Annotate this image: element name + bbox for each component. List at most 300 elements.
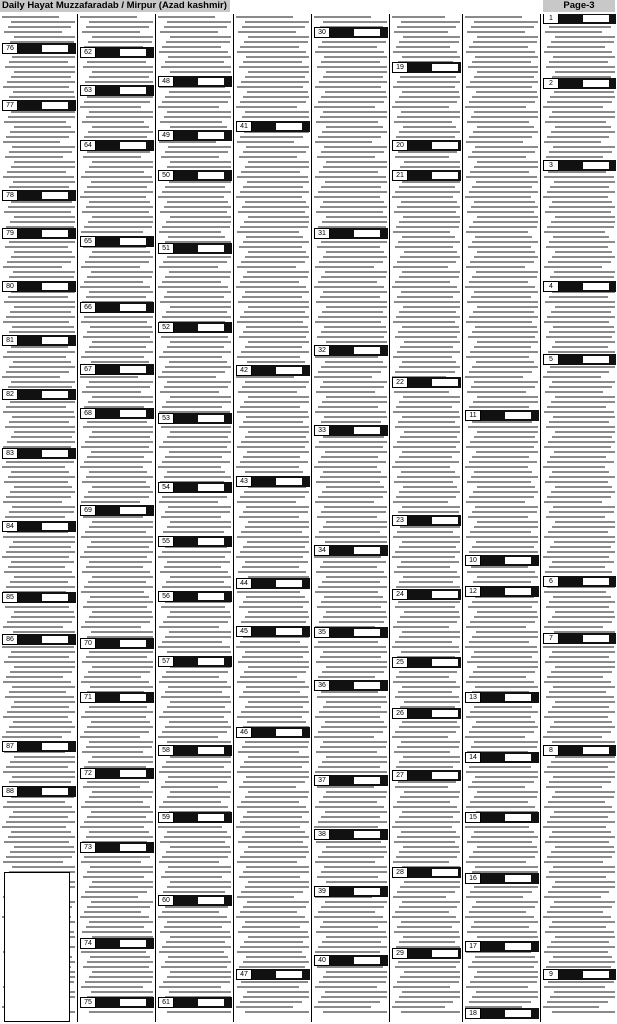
notice-blank-box <box>198 172 224 179</box>
notice-bar <box>330 775 388 786</box>
notice-bar <box>252 727 310 738</box>
notice-blank-box <box>120 844 146 851</box>
column-body-text <box>236 16 309 1020</box>
notice-blank-box <box>120 694 146 701</box>
notice-number: 43 <box>236 476 252 487</box>
notice-header <box>157 170 232 180</box>
notice-blank-box <box>354 547 380 554</box>
column-8 <box>541 14 617 1022</box>
notice-blank-box <box>354 230 380 237</box>
notice-header <box>391 170 461 180</box>
notice-header <box>464 812 539 822</box>
notice-header <box>157 745 232 755</box>
notice-header <box>1 228 76 238</box>
notice-header <box>157 997 232 1007</box>
notice-bar <box>252 365 310 376</box>
notice-blank-box <box>276 478 302 485</box>
notice-bar <box>330 425 388 436</box>
notice-bar <box>559 969 616 980</box>
notice-number: 44 <box>236 578 252 589</box>
notice-blank-box <box>42 192 68 199</box>
notice-blank-box <box>583 162 609 169</box>
notice-number: 13 <box>465 692 481 703</box>
masthead <box>0 0 617 13</box>
notice-blank-box <box>276 580 302 587</box>
notice-number: 34 <box>314 545 330 556</box>
notice-header <box>464 1008 539 1018</box>
notice-number: 45 <box>236 626 252 637</box>
notice-number: 59 <box>158 812 174 823</box>
notice-blank-box <box>505 694 531 701</box>
notice-bar <box>481 752 539 763</box>
notice-header <box>79 638 154 648</box>
column-body-text <box>80 16 153 1020</box>
notice-number: 25 <box>392 657 408 668</box>
notice-header <box>157 482 232 492</box>
notice-bar <box>252 969 310 980</box>
notice-number: 47 <box>236 969 252 980</box>
notice-number: 78 <box>2 190 18 201</box>
notice-bar <box>481 812 539 823</box>
notice-blank-box <box>198 484 224 491</box>
notice-header <box>391 708 461 718</box>
notice-number: 27 <box>392 770 408 781</box>
notice-blank-box <box>198 415 224 422</box>
notice-number: 12 <box>465 586 481 597</box>
notice-number: 82 <box>2 389 18 400</box>
notice-blank-box <box>583 15 609 22</box>
notice-number: 24 <box>392 589 408 600</box>
notice-header <box>157 322 232 332</box>
notice-blank-box <box>120 999 146 1006</box>
notice-number: 32 <box>314 345 330 356</box>
notice-bar <box>330 345 388 356</box>
notice-blank-box <box>583 356 609 363</box>
notice-blank-box <box>432 379 458 386</box>
notice-bar <box>18 43 76 54</box>
notice-number: 30 <box>314 27 330 38</box>
column-2 <box>78 14 155 1022</box>
notice-blank-box <box>42 337 68 344</box>
notice-blank-box <box>120 640 146 647</box>
notice-header <box>235 727 310 737</box>
notice-number: 10 <box>465 555 481 566</box>
notice-bar <box>174 591 232 602</box>
notice-header <box>1 100 76 110</box>
notice-blank-box <box>354 777 380 784</box>
notice-blank-box <box>505 557 531 564</box>
notice-bar <box>174 482 232 493</box>
notice-bar <box>18 786 76 797</box>
notice-number: 6 <box>543 576 559 587</box>
notice-blank-box <box>505 754 531 761</box>
notice-header <box>79 692 154 702</box>
notice-number: 8 <box>543 745 559 756</box>
notice-number: 19 <box>392 62 408 73</box>
notice-bar <box>18 389 76 400</box>
notice-number: 74 <box>80 938 96 949</box>
notice-bar <box>559 576 616 587</box>
notice-bar <box>96 85 154 96</box>
notice-blank-box <box>276 628 302 635</box>
notice-header <box>542 281 616 291</box>
notice-header <box>79 236 154 246</box>
notice-bar <box>559 745 616 756</box>
notice-bar <box>252 476 310 487</box>
notice-header <box>235 365 310 375</box>
notice-number: 22 <box>392 377 408 388</box>
notice-bar <box>18 100 76 111</box>
notice-bar <box>408 140 461 151</box>
notice-header <box>79 938 154 948</box>
notice-blank-box <box>198 897 224 904</box>
notice-header <box>464 873 539 883</box>
column-divider <box>233 14 234 1022</box>
notice-bar <box>96 842 154 853</box>
notice-bar <box>559 354 616 365</box>
notice-bar <box>96 768 154 779</box>
notice-header <box>313 345 388 355</box>
notice-bar <box>174 322 232 333</box>
notice-bar <box>96 302 154 313</box>
notice-number: 75 <box>80 997 96 1008</box>
notice-bar <box>96 364 154 375</box>
column-4 <box>234 14 311 1022</box>
notice-blank-box <box>354 629 380 636</box>
notice-number: 9 <box>543 969 559 980</box>
notice-header <box>542 969 616 979</box>
notice-blank-box <box>120 142 146 149</box>
notice-header <box>391 770 461 780</box>
notice-number: 66 <box>80 302 96 313</box>
notice-number: 51 <box>158 243 174 254</box>
notice-bar <box>408 770 461 781</box>
notice-number: 65 <box>80 236 96 247</box>
notice-bar <box>559 633 616 644</box>
notice-number: 87 <box>2 741 18 752</box>
notice-header <box>79 364 154 374</box>
notice-blank-box <box>198 132 224 139</box>
notice-bar <box>18 448 76 459</box>
notice-number: 1 <box>543 14 559 24</box>
notice-header <box>79 302 154 312</box>
notice-blank-box <box>120 507 146 514</box>
notice-bar <box>174 745 232 756</box>
notice-header <box>1 43 76 53</box>
notice-bar <box>96 140 154 151</box>
notice-number: 18 <box>465 1008 481 1019</box>
notice-bar <box>330 228 388 239</box>
notice-number: 35 <box>314 627 330 638</box>
notice-blank-box <box>42 450 68 457</box>
notice-number: 26 <box>392 708 408 719</box>
notice-number: 85 <box>2 592 18 603</box>
notice-bar <box>481 692 539 703</box>
notice-number: 73 <box>80 842 96 853</box>
notice-header <box>235 476 310 486</box>
notice-bar <box>559 78 616 89</box>
notice-number: 33 <box>314 425 330 436</box>
notice-bar <box>330 886 388 897</box>
notice-header <box>542 633 616 643</box>
notice-blank-box <box>354 427 380 434</box>
notice-blank-box <box>198 999 224 1006</box>
notice-header <box>542 160 616 170</box>
notice-header <box>1 786 76 796</box>
notice-number: 42 <box>236 365 252 376</box>
notice-number: 16 <box>465 873 481 884</box>
notice-number: 84 <box>2 521 18 532</box>
notice-blank-box <box>432 172 458 179</box>
notice-header <box>542 78 616 88</box>
notice-header <box>464 555 539 565</box>
notice-bar <box>252 626 310 637</box>
notice-bar <box>408 589 461 600</box>
notice-blank-box <box>354 888 380 895</box>
notice-bar <box>481 873 539 884</box>
notice-header <box>464 586 539 596</box>
notice-header <box>391 867 461 877</box>
notice-number: 20 <box>392 140 408 151</box>
notice-bar <box>18 228 76 239</box>
notice-blank-box <box>432 517 458 524</box>
notice-header <box>391 515 461 525</box>
notice-blank-box <box>583 80 609 87</box>
notice-bar <box>408 657 461 668</box>
notice-blank-box <box>432 659 458 666</box>
notice-header <box>79 505 154 515</box>
notice-number: 72 <box>80 768 96 779</box>
notice-bar <box>174 243 232 254</box>
notice-bar <box>481 1008 539 1019</box>
notice-number: 62 <box>80 47 96 58</box>
notice-header <box>542 576 616 586</box>
notice-bar <box>18 592 76 603</box>
notice-header <box>1 335 76 345</box>
notice-number: 53 <box>158 413 174 424</box>
notice-number: 68 <box>80 408 96 419</box>
notice-header <box>391 140 461 150</box>
notice-number: 70 <box>80 638 96 649</box>
notice-header <box>391 62 461 72</box>
notice-number: 5 <box>543 354 559 365</box>
notice-bar <box>96 408 154 419</box>
notice-header <box>157 895 232 905</box>
notice-header <box>157 536 232 546</box>
notice-blank-box <box>276 971 302 978</box>
notice-header <box>157 812 232 822</box>
notice-header <box>464 941 539 951</box>
notice-header <box>157 656 232 666</box>
notice-header <box>1 389 76 399</box>
notice-number: 21 <box>392 170 408 181</box>
notice-number: 69 <box>80 505 96 516</box>
notice-bar <box>252 578 310 589</box>
notice-number: 56 <box>158 591 174 602</box>
notice-number: 50 <box>158 170 174 181</box>
notice-blank-box <box>120 366 146 373</box>
notice-blank-box <box>42 102 68 109</box>
notice-header <box>464 752 539 762</box>
boxed-notice <box>4 872 70 1022</box>
notice-header <box>542 745 616 755</box>
notice-header <box>313 955 388 965</box>
notice-blank-box <box>42 230 68 237</box>
notice-header <box>313 545 388 555</box>
notice-bar <box>96 938 154 949</box>
column-body-text <box>314 16 387 1020</box>
notice-header <box>542 14 616 23</box>
notice-bar <box>18 741 76 752</box>
notice-blank-box <box>432 64 458 71</box>
notice-number: 88 <box>2 786 18 797</box>
notice-blank-box <box>42 391 68 398</box>
notice-header <box>235 121 310 131</box>
notice-blank-box <box>276 729 302 736</box>
notice-number: 67 <box>80 364 96 375</box>
notice-bar <box>18 190 76 201</box>
notice-blank-box <box>42 594 68 601</box>
notice-header <box>391 657 461 667</box>
column-divider <box>540 14 541 1022</box>
notice-number: 29 <box>392 948 408 959</box>
notice-number: 52 <box>158 322 174 333</box>
notice-blank-box <box>432 591 458 598</box>
notice-number: 31 <box>314 228 330 239</box>
notice-header <box>1 634 76 644</box>
notice-header <box>157 591 232 601</box>
column-divider <box>462 14 463 1022</box>
notice-blank-box <box>198 814 224 821</box>
notice-blank-box <box>120 940 146 947</box>
notice-header <box>1 448 76 458</box>
notice-header <box>157 130 232 140</box>
notice-header <box>391 377 461 387</box>
notice-header <box>1 190 76 200</box>
notice-number: 14 <box>465 752 481 763</box>
notice-blank-box <box>432 950 458 957</box>
notice-number: 61 <box>158 997 174 1008</box>
notice-blank-box <box>42 523 68 530</box>
notice-number: 55 <box>158 536 174 547</box>
notice-header <box>79 140 154 150</box>
notice-bar <box>96 236 154 247</box>
notice-bar <box>18 281 76 292</box>
column-7 <box>463 14 540 1022</box>
notice-header <box>79 408 154 418</box>
notice-bar <box>174 656 232 667</box>
notice-bar <box>330 955 388 966</box>
notice-blank-box <box>120 304 146 311</box>
notice-blank-box <box>432 710 458 717</box>
notice-number: 79 <box>2 228 18 239</box>
notice-bar <box>330 680 388 691</box>
notice-bar <box>96 505 154 516</box>
notice-bar <box>559 160 616 171</box>
notice-number: 2 <box>543 78 559 89</box>
notice-number: 83 <box>2 448 18 459</box>
notice-bar <box>330 27 388 38</box>
notice-number: 37 <box>314 775 330 786</box>
notice-number: 17 <box>465 941 481 952</box>
notice-blank-box <box>354 682 380 689</box>
notice-bar <box>18 521 76 532</box>
notice-header <box>79 842 154 852</box>
notice-blank-box <box>354 831 380 838</box>
notice-header <box>313 627 388 637</box>
notice-blank-box <box>432 142 458 149</box>
notice-number: 86 <box>2 634 18 645</box>
notice-header <box>1 521 76 531</box>
notice-number: 64 <box>80 140 96 151</box>
notice-blank-box <box>505 943 531 950</box>
notice-blank-box <box>505 814 531 821</box>
notice-blank-box <box>42 636 68 643</box>
notice-bar <box>408 867 461 878</box>
notice-blank-box <box>120 238 146 245</box>
notice-number: 15 <box>465 812 481 823</box>
notice-blank-box <box>198 245 224 252</box>
notice-header <box>1 281 76 291</box>
notice-blank-box <box>583 578 609 585</box>
notice-number: 36 <box>314 680 330 691</box>
notice-header <box>464 692 539 702</box>
notice-header <box>542 354 616 364</box>
notice-blank-box <box>198 593 224 600</box>
notice-bar <box>408 708 461 719</box>
notice-bar <box>408 515 461 526</box>
column-5 <box>312 14 389 1022</box>
notice-blank-box <box>120 410 146 417</box>
notice-blank-box <box>120 87 146 94</box>
notice-blank-box <box>432 772 458 779</box>
notice-bar <box>481 586 539 597</box>
notice-blank-box <box>276 367 302 374</box>
column-divider <box>155 14 156 1022</box>
notice-header <box>1 592 76 602</box>
notice-header <box>313 425 388 435</box>
notice-blank-box <box>42 45 68 52</box>
notice-bar <box>252 121 310 132</box>
notice-bar <box>174 170 232 181</box>
notice-bar <box>330 545 388 556</box>
notice-bar <box>96 47 154 58</box>
notice-bar <box>174 413 232 424</box>
notice-blank-box <box>198 658 224 665</box>
notice-number: 11 <box>465 410 481 421</box>
column-body-text <box>158 16 231 1020</box>
notice-bar <box>481 555 539 566</box>
notice-bar <box>330 627 388 638</box>
notice-number: 48 <box>158 76 174 87</box>
notice-number: 77 <box>2 100 18 111</box>
notice-blank-box <box>42 743 68 750</box>
notice-header <box>313 775 388 785</box>
notice-bar <box>174 812 232 823</box>
notice-header <box>235 969 310 979</box>
notice-blank-box <box>120 49 146 56</box>
newspaper-title: Daily Hayat Muzzafaradab / Mirpur (Azad kashmir) <box>0 0 230 12</box>
notice-blank-box <box>505 412 531 419</box>
notice-header <box>391 948 461 958</box>
notice-number: 7 <box>543 633 559 644</box>
notice-header <box>157 243 232 253</box>
notice-header <box>79 85 154 95</box>
notice-bar <box>174 895 232 906</box>
notice-bar <box>559 14 616 24</box>
notice-blank-box <box>583 971 609 978</box>
notice-bar <box>96 997 154 1008</box>
